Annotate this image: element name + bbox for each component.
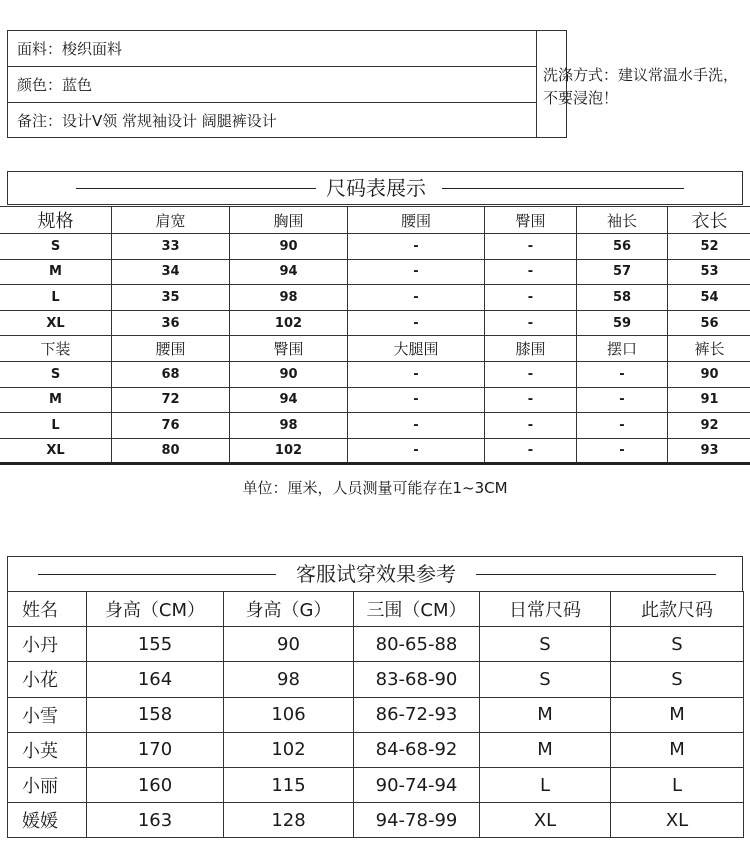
table-row — [0, 413, 750, 439]
table-cell: 54 — [668, 285, 750, 311]
table-cell: 小雪 — [8, 697, 87, 732]
table-cell: 袖长 — [577, 207, 668, 234]
table-cell: - — [485, 310, 577, 336]
table-row — [0, 387, 750, 413]
table-cell: 日常尺码 — [480, 592, 611, 627]
table-cell: 姓名 — [8, 592, 87, 627]
title-rule-left — [38, 574, 276, 575]
table-cell: 102 — [230, 438, 348, 464]
table-cell: 肩宽 — [112, 207, 230, 234]
table-cell: S — [0, 234, 112, 260]
table-cell: 102 — [224, 732, 354, 767]
table-cell: - — [577, 438, 668, 464]
table-cell: M — [0, 387, 112, 413]
title-rule-left — [76, 188, 316, 189]
table-cell: 此款尺码 — [611, 592, 744, 627]
table-cell: M — [611, 732, 744, 767]
table-cell: 小英 — [8, 732, 87, 767]
table-row — [0, 310, 750, 336]
table-cell: S — [480, 627, 611, 662]
table-row — [0, 207, 750, 234]
table-cell: 72 — [112, 387, 230, 413]
notes-row: 备注：设计V领 常规袖设计 阔腿裤设计 — [17, 112, 277, 130]
table-cell: L — [480, 767, 611, 802]
table-cell: 90 — [224, 627, 354, 662]
table-cell: 158 — [87, 697, 224, 732]
table-cell: - — [577, 361, 668, 387]
table-cell: 155 — [87, 627, 224, 662]
table-cell: XL — [480, 803, 611, 838]
table-cell: 身高（G） — [224, 592, 354, 627]
material-row: 面料：梭织面料 — [8, 31, 536, 67]
unit-note: 单位：厘米，人员测量可能存在1~3CM — [242, 479, 508, 497]
product-info-box — [7, 30, 739, 138]
table-cell: 98 — [224, 662, 354, 697]
table-cell: 臀围 — [230, 336, 348, 362]
table-cell: 36 — [112, 310, 230, 336]
table-row — [8, 697, 744, 732]
table-cell: - — [485, 259, 577, 285]
table-row — [0, 336, 750, 362]
table-cell: - — [348, 234, 485, 260]
table-cell: - — [348, 413, 485, 439]
table-cell: 34 — [112, 259, 230, 285]
table-cell: 94 — [230, 259, 348, 285]
table-row — [0, 285, 750, 311]
table-cell: 115 — [224, 767, 354, 802]
table-cell: 下装 — [0, 336, 112, 362]
table-cell: 膝围 — [485, 336, 577, 362]
table-cell: 56 — [668, 310, 750, 336]
color-row: 颜色：蓝色 — [8, 67, 536, 103]
table-cell: 52 — [668, 234, 750, 260]
table-cell: 33 — [112, 234, 230, 260]
table-cell: 90 — [230, 234, 348, 260]
title-rule-right — [476, 574, 716, 575]
table-cell: S — [0, 361, 112, 387]
table-cell: 90 — [668, 361, 750, 387]
table-cell: L — [0, 285, 112, 311]
table-cell: 160 — [87, 767, 224, 802]
table-cell: M — [611, 697, 744, 732]
table-cell: 大腿围 — [348, 336, 485, 362]
table-cell: 98 — [230, 285, 348, 311]
washing-instructions: 洗涤方式：建议常温水手洗，不要浸泡！ — [536, 31, 750, 137]
table-cell: - — [577, 413, 668, 439]
table-cell: 三围（CM） — [354, 592, 480, 627]
table-cell: M — [480, 697, 611, 732]
table-row — [8, 803, 744, 838]
table-cell: 102 — [230, 310, 348, 336]
table-cell: 83-68-90 — [354, 662, 480, 697]
table-cell: 摆口 — [577, 336, 668, 362]
table-cell: 身高（CM） — [87, 592, 224, 627]
table-cell: 腰围 — [112, 336, 230, 362]
table-cell: - — [485, 413, 577, 439]
table-cell: - — [348, 285, 485, 311]
table-cell: 94-78-99 — [354, 803, 480, 838]
table-cell: 76 — [112, 413, 230, 439]
table-cell: 小丽 — [8, 767, 87, 802]
table-cell: 128 — [224, 803, 354, 838]
try-on-table — [7, 591, 744, 838]
table-cell: 规格 — [0, 207, 112, 234]
table-cell: 35 — [112, 285, 230, 311]
size-table-title-box — [7, 171, 743, 205]
size-table — [0, 206, 750, 465]
table-cell: 臀围 — [485, 207, 577, 234]
table-cell: - — [348, 387, 485, 413]
table-row — [0, 438, 750, 464]
table-cell: 胸围 — [230, 207, 348, 234]
table-cell: XL — [0, 438, 112, 464]
table-cell: 腰围 — [348, 207, 485, 234]
table-cell: - — [485, 387, 577, 413]
table-cell: - — [348, 438, 485, 464]
table-cell: 86-72-93 — [354, 697, 480, 732]
table-cell: L — [0, 413, 112, 439]
try-on-title-box — [7, 556, 743, 592]
table-cell: 68 — [112, 361, 230, 387]
table-cell: - — [577, 387, 668, 413]
table-cell: M — [480, 732, 611, 767]
table-cell: - — [485, 285, 577, 311]
table-cell: 91 — [668, 387, 750, 413]
table-cell: - — [485, 361, 577, 387]
table-row — [8, 662, 744, 697]
table-cell: L — [611, 767, 744, 802]
title-rule-right — [442, 188, 684, 189]
table-cell: XL — [0, 310, 112, 336]
table-row — [0, 361, 750, 387]
table-cell: M — [0, 259, 112, 285]
table-cell: 裤长 — [668, 336, 750, 362]
table-row — [8, 627, 744, 662]
table-cell: 衣长 — [668, 207, 750, 234]
table-cell: 84-68-92 — [354, 732, 480, 767]
table-row — [8, 732, 744, 767]
table-cell: 90 — [230, 361, 348, 387]
table-cell: 80-65-88 — [354, 627, 480, 662]
table-cell: 90-74-94 — [354, 767, 480, 802]
table-cell: - — [348, 361, 485, 387]
table-cell: - — [485, 438, 577, 464]
table-cell: 170 — [87, 732, 224, 767]
table-row — [0, 234, 750, 260]
table-cell: S — [611, 662, 744, 697]
table-cell: S — [480, 662, 611, 697]
table-cell: 小丹 — [8, 627, 87, 662]
table-cell: 58 — [577, 285, 668, 311]
table-row — [8, 767, 744, 802]
table-cell: 94 — [230, 387, 348, 413]
table-row — [8, 592, 744, 627]
table-cell: 98 — [230, 413, 348, 439]
table-cell: XL — [611, 803, 744, 838]
table-cell: 53 — [668, 259, 750, 285]
table-cell: 93 — [668, 438, 750, 464]
table-cell: - — [348, 310, 485, 336]
table-row — [0, 259, 750, 285]
table-cell: 小花 — [8, 662, 87, 697]
table-cell: 59 — [577, 310, 668, 336]
try-on-title: 客服试穿效果参考 — [296, 562, 456, 586]
size-table-title: 尺码表展示 — [326, 176, 426, 200]
table-cell: - — [485, 234, 577, 260]
table-cell: - — [348, 259, 485, 285]
table-cell: 57 — [577, 259, 668, 285]
table-cell: 56 — [577, 234, 668, 260]
table-cell: 106 — [224, 697, 354, 732]
table-cell: 80 — [112, 438, 230, 464]
table-cell: 92 — [668, 413, 750, 439]
table-cell: 164 — [87, 662, 224, 697]
table-cell: S — [611, 627, 744, 662]
table-cell: 163 — [87, 803, 224, 838]
table-cell: 媛媛 — [8, 803, 87, 838]
